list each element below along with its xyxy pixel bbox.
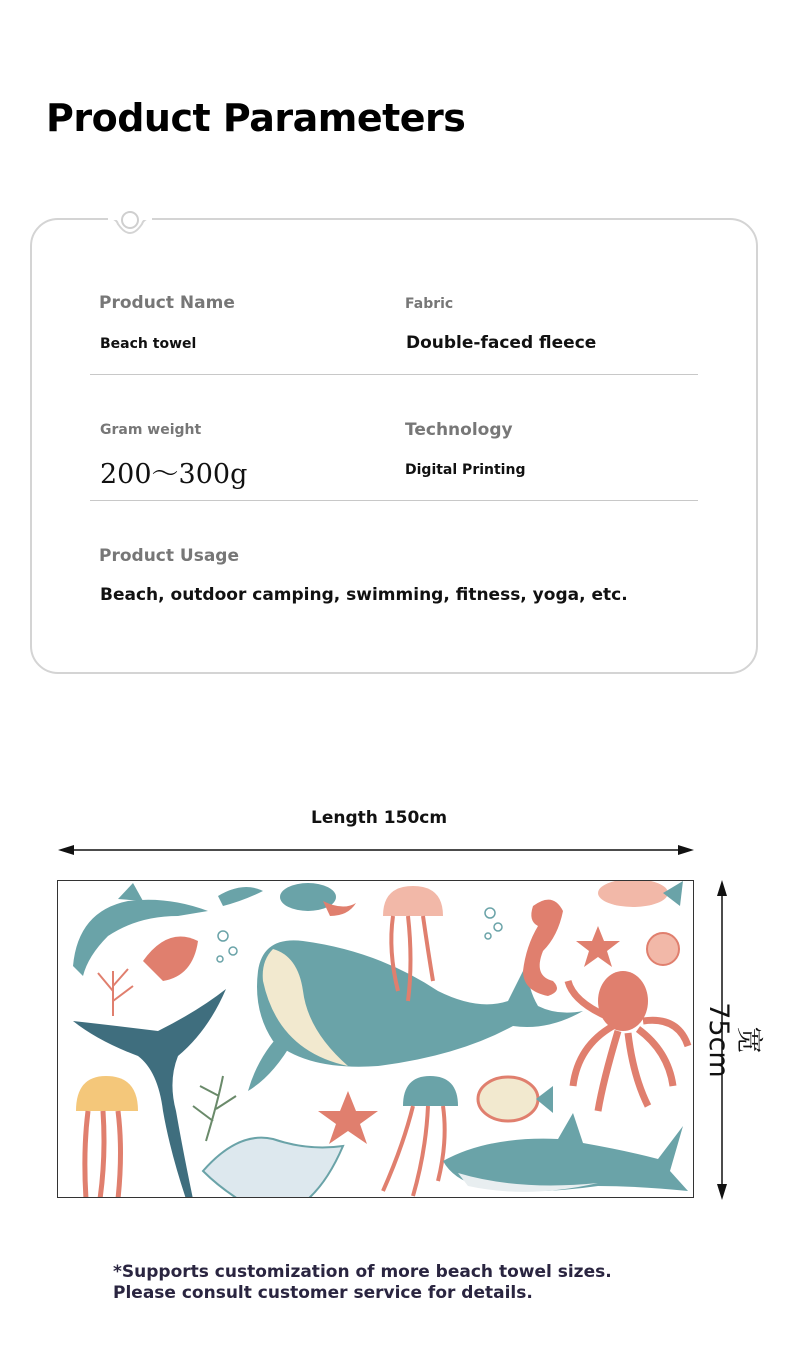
page-title: Product Parameters: [46, 96, 466, 140]
technology-label: Technology: [405, 420, 513, 440]
seaweed-icon: [193, 1076, 236, 1141]
starfish-icon: [576, 926, 620, 967]
hang-tag-icon: [106, 206, 154, 240]
conch-shell-icon: [143, 937, 198, 982]
small-fish-icon: [218, 887, 263, 906]
width-label: 宽75cm: [703, 1002, 764, 1078]
separator-2: [90, 500, 698, 501]
usage-label: Product Usage: [99, 546, 240, 566]
coral-icon: [98, 969, 133, 1016]
angelfish-icon: [478, 1077, 553, 1121]
parameters-card: [30, 218, 758, 674]
shark-icon: [443, 1113, 688, 1192]
gram-weight-value: 200～300g: [100, 459, 248, 490]
length-label: Length 150cm: [311, 808, 448, 828]
beach-towel-illustration: [57, 880, 694, 1198]
sea-creatures-pattern: [58, 881, 694, 1198]
fabric-value: Double-faced fleece: [406, 333, 597, 353]
snail-shell-icon: [647, 933, 679, 965]
separator-1: [90, 374, 698, 375]
gram-weight-label: Gram weight: [100, 422, 202, 438]
jellyfish-center-icon: [383, 1076, 458, 1196]
fabric-label: Fabric: [405, 296, 454, 312]
usage-value: Beach, outdoor camping, swimming, fitness, yoga, etc.: [100, 585, 628, 605]
length-arrow-icon: [56, 842, 696, 858]
product-name-value: Beach towel: [100, 336, 197, 352]
manta-ray-icon: [203, 1138, 343, 1198]
starfish-center-icon: [318, 1091, 378, 1144]
customization-note: *Supports customization of more beach towel sizes. Please consult customer service for details.: [113, 1262, 612, 1303]
jellyfish-yellow-icon: [76, 1076, 138, 1198]
product-name-label: Product Name: [99, 293, 235, 313]
seahorse-icon: [523, 900, 563, 996]
technology-value: Digital Printing: [405, 462, 526, 478]
